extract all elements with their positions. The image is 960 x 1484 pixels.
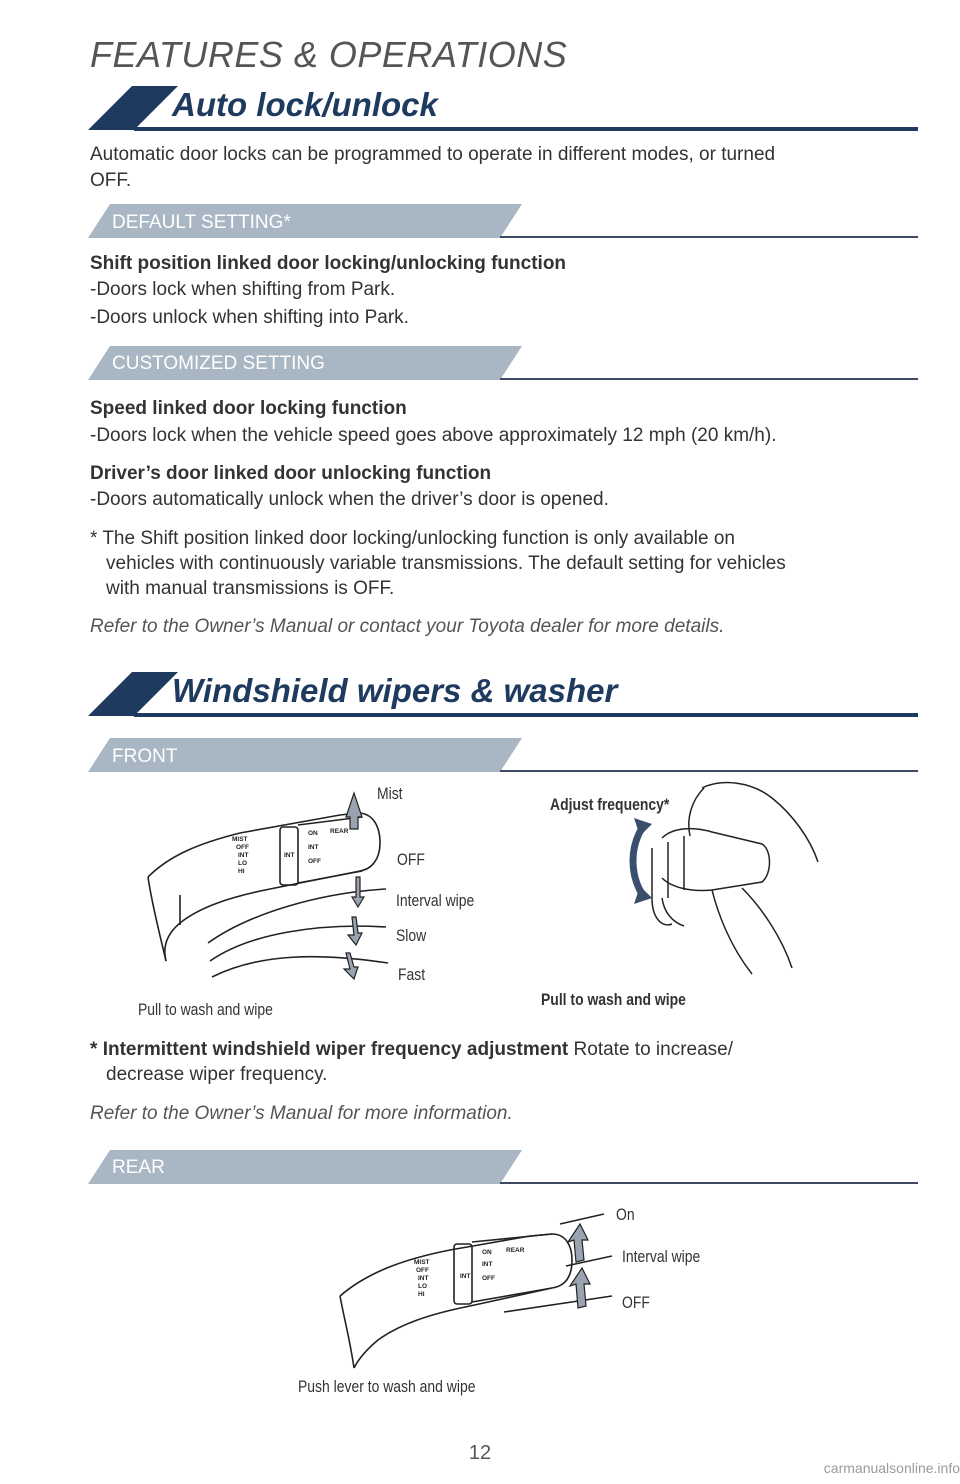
label-fast: Fast xyxy=(398,965,426,984)
speed-line: -Doors lock when the vehicle speed goes above approximately 12 mph (20 km/h). xyxy=(90,425,777,446)
subtab-rear-label: REAR xyxy=(112,1157,165,1178)
driver-heading: Driver’s door linked door unlocking function xyxy=(90,463,492,484)
wiper-note-cont: decrease wiper frequency. xyxy=(106,1064,328,1085)
subtab-custom-label: CUSTOMIZED SETTING xyxy=(112,353,325,374)
wiper-note-bold: Intermittent windshield wiper frequency adjustment xyxy=(102,1039,569,1060)
label-slow: Slow xyxy=(396,926,427,945)
subtab-default-label: DEFAULT SETTING* xyxy=(112,212,291,233)
rear-lever-on-text: ON xyxy=(482,1249,492,1256)
label-off: OFF xyxy=(397,850,425,869)
rear-lever-rear-text: REAR xyxy=(506,1247,525,1254)
rear-lever-off2-text: OFF xyxy=(482,1275,495,1282)
rear-label-off: OFF xyxy=(622,1293,650,1312)
rear-lever-lo-text: LO xyxy=(418,1283,428,1290)
rear-label-interval-wipe: Interval wipe xyxy=(622,1247,701,1266)
rear-lever-int2-text: INT xyxy=(482,1261,493,1268)
front-wiper-lever-illustration xyxy=(140,785,400,985)
default-line-1: -Doors lock when shifting from Park. xyxy=(90,279,396,300)
auto-lock-refer: Refer to the Owner’s Manual or contact your Toyota dealer for more details. xyxy=(90,616,725,637)
page-header: FEATURES & OPERATIONS xyxy=(90,34,568,75)
rear-lever-ring-int-text: INT xyxy=(460,1273,471,1280)
label-mist: Mist xyxy=(377,784,403,803)
wipers-refer: Refer to the Owner’s Manual for more information. xyxy=(90,1103,513,1124)
label-interval-wipe: Interval wipe xyxy=(396,891,475,910)
page-number: 12 xyxy=(468,1442,492,1464)
subtab-front-label: FRONT xyxy=(112,746,178,767)
rear-wiper-lever-illustration xyxy=(330,1200,620,1370)
auto-lock-intro: Automatic door locks can be programmed to operate in different modes, or turned xyxy=(90,144,776,165)
lever-hi-text: HI xyxy=(238,868,245,875)
wiper-note-star: * xyxy=(90,1039,103,1060)
wiper-note xyxy=(90,1037,733,1063)
default-heading: Shift position linked door locking/unlocking function xyxy=(90,253,567,274)
note-line-2: vehicles with continuously variable transmissions. The default setting for vehicles xyxy=(106,553,786,574)
rear-label-push-wash: Push lever to wash and wipe xyxy=(298,1377,476,1396)
driver-line: -Doors automatically unlock when the driver’s door is opened. xyxy=(90,489,609,510)
section-title-auto-lock: Auto lock/unlock xyxy=(172,86,438,123)
auto-lock-intro-cont: OFF. xyxy=(90,170,132,191)
default-line-2: -Doors unlock when shifting into Park. xyxy=(90,307,409,328)
rear-lever-off-text: OFF xyxy=(416,1267,429,1274)
lever-ring-int-text: INT xyxy=(284,852,295,859)
watermark: carmanualsonline.info xyxy=(823,1460,960,1476)
speed-heading: Speed linked door locking function xyxy=(90,398,407,419)
label-adjust-frequency: Adjust frequency* xyxy=(550,795,670,814)
lever-int-text: INT xyxy=(238,852,249,859)
rear-lever-hi-text: HI xyxy=(418,1291,425,1298)
subtab-rear xyxy=(88,1150,920,1188)
lever-lo-text: LO xyxy=(238,860,248,867)
wiper-note-rest: Rotate to increase/ xyxy=(568,1039,734,1060)
lever-on-text: ON xyxy=(308,830,318,837)
label-pull-wash-left: Pull to wash and wipe xyxy=(138,1000,273,1019)
rear-label-on: On xyxy=(616,1205,635,1224)
lever-off-text: OFF xyxy=(236,844,249,851)
lever-rear-text: REAR xyxy=(330,828,349,835)
rear-lever-int-text: INT xyxy=(418,1275,429,1282)
lever-mist-text: MIST xyxy=(232,836,248,843)
rear-lever-mist-text: MIST xyxy=(414,1259,430,1266)
subtab-front xyxy=(88,738,920,776)
lever-int2-text: INT xyxy=(308,844,319,851)
note-line-3: with manual transmissions is OFF. xyxy=(106,578,395,599)
label-pull-wash-right: Pull to wash and wipe xyxy=(541,990,686,1009)
note-line-1: * The Shift position linked door locking/unlocking function is only available on xyxy=(90,528,735,549)
lever-off2-text: OFF xyxy=(308,858,321,865)
section-title-wipers: Windshield wipers & washer xyxy=(172,672,618,709)
